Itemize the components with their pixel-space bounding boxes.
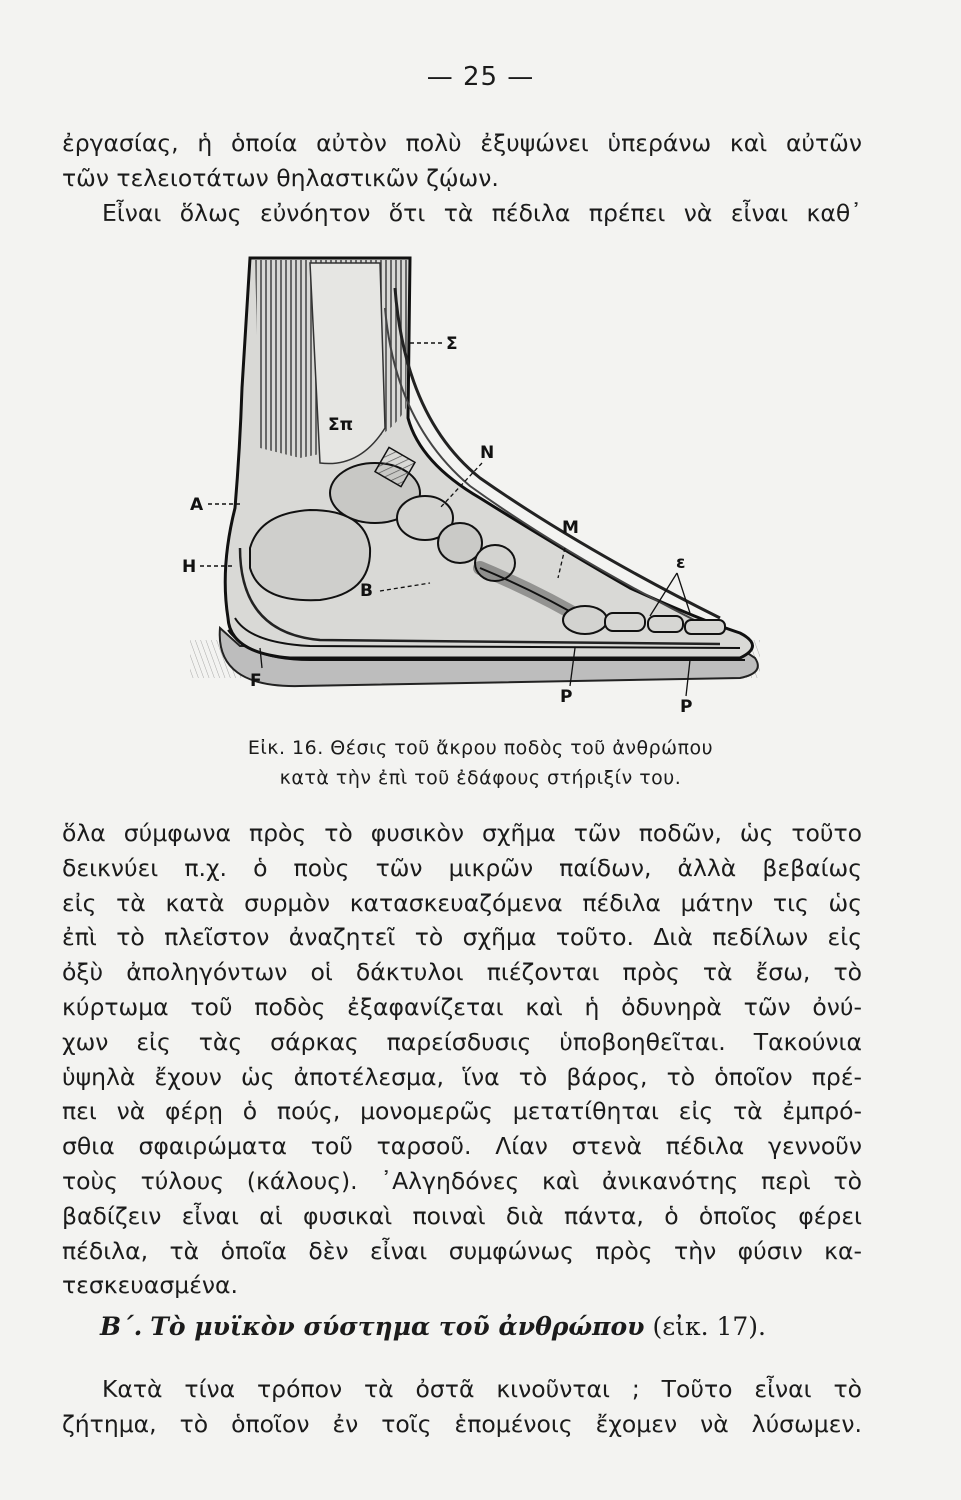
text-line: Κατὰ τίνα τρόπον τὰ ὀστᾶ κινοῦνται ; Τοῦτο εἶναι τὸ <box>102 1375 862 1403</box>
foot-anatomy-figure <box>180 248 770 718</box>
heading-title: Τὸ μυϊκὸν σύστημα τοῦ ἀνθρώπου <box>150 1312 645 1341</box>
text-line: ἐργασίας, ἡ ὁποία αὐτὸν πολὺ ἐξυψώνει ὑπεράνω καὶ αὐτῶν <box>62 129 862 157</box>
text-line: πέδιλα, τὰ ὁποῖα δὲν εἶναι συμφώνως πρὸς τὴν φύσιν κα- <box>62 1236 862 1265</box>
label-h: Η <box>182 557 197 577</box>
figure-caption <box>0 733 961 793</box>
label-a: A <box>190 495 204 515</box>
text-line: τῶν τελειοτάτων θηλαστικῶν ζῴων. <box>62 163 499 192</box>
caption-line: Εἰκ. 16. Θέσις τοῦ ἄκρου ποδὸς τοῦ ἀνθρώπου <box>247 737 714 759</box>
text-line: ζήτημα, τὸ ὁποῖον ἐν τοῖς ἑπομένοις ἔχομεν νὰ λύσωμεν. <box>62 1409 862 1438</box>
text-line: ὅλα σύμφωνα πρὸς τὸ φυσικὸν σχῆμα τῶν ποδῶν, ὡς τοῦτο <box>62 819 862 847</box>
text-line: Εἶναι ὅλως εὐνόητον ὅτι τὰ πέδιλα πρέπει νὰ εἶναι καθ᾽ <box>102 198 862 227</box>
page-number: — 25 — <box>426 62 535 92</box>
foot-illustration <box>180 248 770 718</box>
text-line: σθια σφαιρώματα τοῦ ταρσοῦ. Λίαν στενὰ πέδιλα γεννοῦν <box>62 1132 862 1161</box>
closing-paragraph <box>62 1372 862 1442</box>
text-line: εἰς τὰ κατὰ συρμὸν κατασκευαζόμενα πέδιλα μάτην τις ὡς <box>62 888 862 917</box>
label-p1: P <box>560 687 573 707</box>
label-sp: Σπ <box>328 415 354 435</box>
heading-prefix: Β΄. <box>100 1312 143 1341</box>
label-f: F <box>250 671 262 691</box>
text-line: τοὺς τύλους (κάλους). ᾽Αλγηδόνες καὶ ἀνικανότης περὶ τὸ <box>62 1166 862 1195</box>
label-sigma: Σ <box>446 334 458 354</box>
label-n: Ν <box>480 443 495 463</box>
label-e: ε <box>676 553 686 573</box>
text-line: δεικνύει π.χ. ὁ ποὺς τῶν μικρῶν παίδων, ἀλλὰ βεβαίως <box>62 853 862 882</box>
text-line: ἐπὶ τὸ πλεῖστον ἀναζητεῖ τὸ σχῆμα τοῦτο. Διὰ πεδίλων εἰς <box>62 923 862 952</box>
caption-line: κατὰ τὴν ἐπὶ τοῦ ἐδάφους στήριξίν του. <box>279 767 682 789</box>
text-line: ὀξὺ ἀποληγόντων οἱ δάκτυλοι πιέζονται πρὸς τὰ ἔσω, τὸ <box>62 958 862 987</box>
text-line: κύρτωμα τοῦ ποδὸς ἐξαφανίζεται καὶ ἡ ὀδυνηρὰ τῶν ὀνύ- <box>62 992 862 1021</box>
text-line: τεσκευασμένα. <box>62 1271 239 1300</box>
label-p2: P <box>680 697 693 717</box>
body-paragraph <box>62 816 862 1303</box>
label-b: B <box>360 581 373 601</box>
label-m: Μ <box>562 518 579 538</box>
heading-reference: (εἰκ. 17). <box>652 1312 766 1341</box>
text-line: χων εἰς τὰς σάρκας παρείσδυσις ὑποβοηθεῖται. Τακούνια <box>62 1027 862 1056</box>
text-line: βαδίζειν εἶναι αἱ φυσικαὶ ποιναὶ διὰ πάντα, ὁ ὁποῖος φέρει <box>62 1201 862 1230</box>
section-heading <box>100 1312 860 1341</box>
text-line: πει νὰ φέρῃ ὁ πούς, μονομερῶς μετατίθηται εἰς τὰ ἐμπρό- <box>62 1097 862 1126</box>
intro-paragraph <box>62 126 862 230</box>
text-line: ὑψηλὰ ἔχουν ὡς ἀποτέλεσμα, ἵνα τὸ βάρος, τὸ ὁποῖον πρέ- <box>62 1062 862 1091</box>
